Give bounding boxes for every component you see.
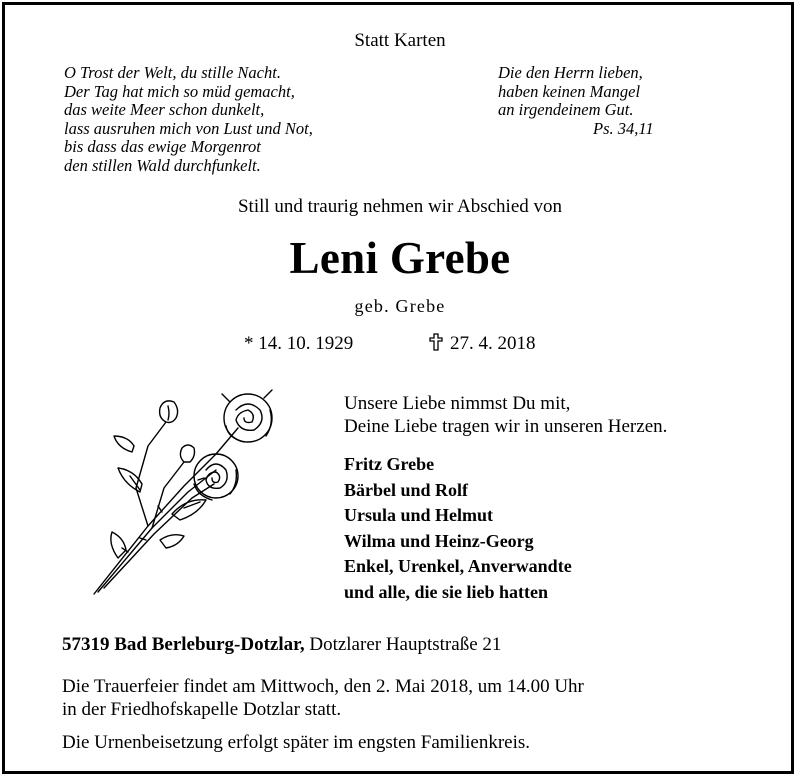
bible-reference: Ps. 34,11 [593,118,654,138]
birth-date: * 14. 10. 1929 [244,333,354,354]
funeral-line: Die Trauerfeier findet am Mittwoch, den 2. Mai 2018, um 14.00 Uhr [62,676,584,697]
death-date-group [428,333,536,355]
funeral-info [62,675,584,721]
love-verse-line: Unsere Liebe nimmst Du mit, [344,393,571,414]
love-verse [344,392,667,438]
address-street: Dotzlarer Hauptstraße 21 [304,634,502,655]
family-member: Fritz Grebe [344,454,435,474]
family-member: und alle, die sie lieb hatten [344,581,549,602]
poem-left-line: den stillen Wald durchfunkelt. [64,155,261,175]
rose-illustration [88,388,288,608]
family-member: Bärbel und Rolf [344,479,469,500]
poem-left-line: bis dass das ewige Morgenrot [64,137,261,157]
header-title: Statt Karten [354,30,446,51]
mourning-address [62,634,501,656]
birth-name: geb. Grebe [354,296,446,316]
family-member: Enkel, Urenkel, Anverwandte [344,556,572,576]
death-date: 27. 4. 2018 [450,333,536,354]
poem-left-line: lass ausruhen mich von Lust und Not, [64,118,313,138]
family-list [344,452,572,605]
bible-verse-line: Die den Herrn lieben, [498,63,643,82]
family-member: Wilma und Heinz-Georg [344,530,534,551]
bible-verse-line: an irgendeinem Gut. [498,100,634,120]
bible-verse [498,64,654,138]
intro-text: Still und traurig nehmen wir Abschied von [237,196,562,217]
poem-left-line: Der Tag hat mich so müd gemacht, [64,81,295,101]
address-place: 57319 Bad Berleburg-Dotzlar, [62,634,305,655]
family-member: Ursula und Helmut [344,505,494,525]
deceased-name: Leni Grebe [289,233,511,283]
love-verse-line: Deine Liebe tragen wir in unseren Herzen. [344,416,668,437]
bible-verse-line: haben keinen Mangel [498,81,641,101]
urn-burial-info: Die Urnenbeisetzung erfolgt später im engsten Familienkreis. [62,732,531,753]
poem-left-line: das weite Meer schon dunkelt, [64,100,265,120]
poem-left-line: O Trost der Welt, du stille Nacht. [64,63,281,82]
funeral-line: in der Friedhofskapelle Dotzlar statt. [62,699,342,720]
cross-icon [428,333,444,351]
poem-left [64,64,313,176]
